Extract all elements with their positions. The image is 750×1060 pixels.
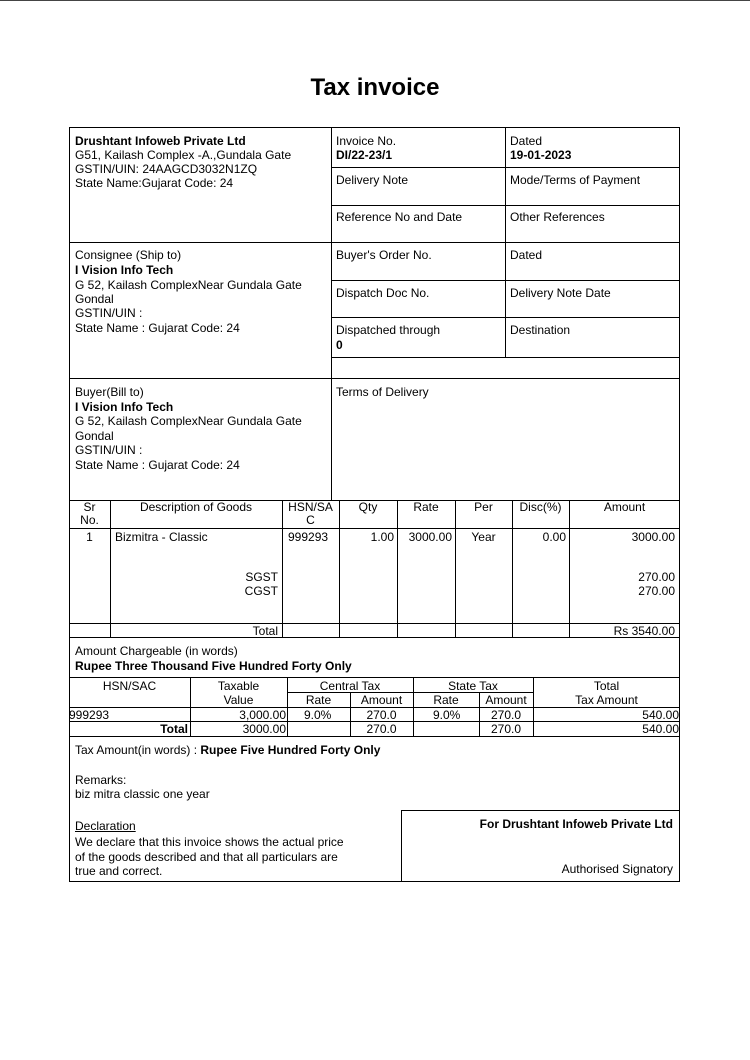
items-total-amount: Rs 3540.00 bbox=[613, 624, 675, 638]
buyer-address: G 52, Kailash ComplexNear Gundala Gate bbox=[75, 414, 302, 428]
divider bbox=[331, 317, 680, 318]
divider bbox=[69, 378, 680, 379]
buyer-name: I Vision Info Tech bbox=[75, 400, 174, 414]
divider bbox=[331, 205, 680, 206]
declaration-line-1: We declare that this invoice shows the actual price bbox=[75, 835, 344, 849]
mode-terms-label: Mode/Terms of Payment bbox=[510, 173, 641, 187]
tax-row-central-amount: 270.0 bbox=[366, 708, 397, 722]
sgst-label: SGST bbox=[245, 570, 278, 584]
seller-name: Drushtant Infoweb Private Ltd bbox=[75, 134, 246, 148]
tax-header-value: Value bbox=[223, 693, 254, 707]
declaration-label: Declaration bbox=[75, 819, 136, 833]
header-rate: Rate bbox=[413, 500, 439, 514]
tax-total-state-amount: 270.0 bbox=[490, 722, 522, 736]
header-hsn-c: C bbox=[306, 513, 315, 527]
divider bbox=[331, 127, 332, 501]
divider bbox=[455, 500, 456, 638]
page-title: Tax invoice bbox=[310, 74, 440, 101]
item-qty: 1.00 bbox=[370, 530, 394, 544]
amount-words-label: Amount Chargeable (in words) bbox=[75, 644, 238, 658]
items-table bbox=[69, 500, 680, 638]
tax-total-amount: 540.00 bbox=[642, 722, 679, 736]
invoice-no-label: Invoice No. bbox=[336, 134, 397, 148]
items-total-label: Total bbox=[252, 624, 278, 638]
declaration-line-3: true and correct. bbox=[75, 864, 163, 878]
header-description: Description of Goods bbox=[139, 500, 253, 514]
header-qty: Qty bbox=[358, 500, 378, 514]
tax-header-state-rate: Rate bbox=[433, 693, 459, 707]
item-disc: 0.00 bbox=[542, 530, 566, 544]
divider bbox=[69, 242, 680, 243]
consignee-city: Gondal bbox=[75, 292, 114, 306]
divider bbox=[339, 500, 340, 638]
tax-row-taxable: 3,000.00 bbox=[239, 708, 286, 722]
remarks-value: biz mitra classic one year bbox=[75, 787, 210, 801]
tax-header-taxable: Taxable bbox=[217, 679, 260, 693]
consignee-state: State Name : Gujarat Code: 24 bbox=[75, 321, 240, 335]
dated-label: Dated bbox=[510, 134, 543, 148]
buyer-label: Buyer(Bill to) bbox=[75, 385, 144, 399]
buyer-state: State Name : Gujarat Code: 24 bbox=[75, 458, 240, 472]
buyer-order-label: Buyer's Order No. bbox=[336, 248, 432, 262]
tax-row-central-rate: 9.0% bbox=[304, 708, 332, 722]
header-amount: Amount bbox=[603, 500, 646, 514]
tax-amount-words bbox=[75, 743, 380, 757]
seller-address: G51, Kailash Complex -A.,Gundala Gate bbox=[75, 148, 292, 162]
consignee-label: Consignee (Ship to) bbox=[75, 248, 182, 262]
sgst-amount: 270.00 bbox=[638, 570, 675, 584]
tax-header-state-amount: Amount bbox=[485, 693, 527, 707]
terms-of-delivery-label: Terms of Delivery bbox=[336, 385, 429, 399]
dispatched-through-value: 0 bbox=[336, 338, 343, 352]
cgst-label: CGST bbox=[244, 584, 278, 598]
item-description: Bizmitra - Classic bbox=[115, 530, 208, 544]
item-hsn: 999293 bbox=[288, 530, 329, 544]
tax-row-total: 540.00 bbox=[642, 708, 679, 722]
tax-header-central-amount: Amount bbox=[360, 693, 403, 707]
other-references-label: Other References bbox=[510, 210, 605, 224]
signature-company: For Drushtant Infoweb Private Ltd bbox=[479, 817, 673, 831]
tax-header-state: State Tax bbox=[448, 679, 498, 693]
consignee-address: G 52, Kailash ComplexNear Gundala Gate bbox=[75, 278, 302, 292]
buyer-gstin: GSTIN/UIN : bbox=[75, 443, 143, 457]
authorised-signatory: Authorised Signatory bbox=[561, 862, 673, 876]
tax-header-hsn: HSN/SAC bbox=[102, 679, 157, 693]
tax-total-central-amount: 270.0 bbox=[366, 722, 397, 736]
reference-label: Reference No and Date bbox=[336, 210, 463, 224]
seller-gstin: GSTIN/UIN: 24AAGCD3032N1ZQ bbox=[75, 162, 258, 176]
cgst-amount: 270.00 bbox=[638, 584, 675, 598]
remarks-label: Remarks: bbox=[75, 773, 127, 787]
divider bbox=[331, 280, 680, 281]
invoice-no: DI/22-23/1 bbox=[336, 148, 393, 162]
destination-label: Destination bbox=[510, 323, 571, 337]
consignee-gstin: GSTIN/UIN : bbox=[75, 306, 143, 320]
divider bbox=[69, 677, 680, 678]
buyer-city: Gondal bbox=[75, 429, 114, 443]
divider bbox=[331, 357, 680, 358]
item-amount: 3000.00 bbox=[631, 530, 675, 544]
divider bbox=[69, 528, 680, 529]
header-no: No. bbox=[80, 513, 99, 527]
divider bbox=[331, 167, 680, 168]
tax-row-hsn: 999293 bbox=[69, 708, 110, 722]
divider bbox=[569, 500, 570, 638]
divider bbox=[69, 736, 680, 737]
tax-header-central-rate: Rate bbox=[305, 693, 332, 707]
header-per: Per bbox=[474, 500, 493, 514]
tax-total-taxable: 3000.00 bbox=[242, 722, 286, 736]
delivery-note-date-label: Delivery Note Date bbox=[510, 286, 611, 300]
header-hsn: HSN/SA bbox=[288, 500, 333, 514]
dispatched-through-label: Dispatched through bbox=[336, 323, 441, 337]
dated2-label: Dated bbox=[510, 248, 543, 262]
tax-row-state-rate: 9.0% bbox=[433, 708, 461, 722]
item-per: Year bbox=[471, 530, 496, 544]
top-border bbox=[0, 0, 750, 1]
declaration-line-2: of the goods described and that all particulars are bbox=[75, 850, 338, 864]
item-rate: 3000.00 bbox=[408, 530, 452, 544]
amount-words-value: Rupee Three Thousand Five Hundred Forty Only bbox=[75, 659, 352, 673]
dated-value: 19-01-2023 bbox=[510, 148, 572, 162]
header-disc: Disc(%) bbox=[519, 500, 562, 514]
tax-header-total: Total bbox=[593, 679, 620, 693]
seller-state: State Name:Gujarat Code: 24 bbox=[75, 176, 234, 190]
delivery-note-label: Delivery Note bbox=[336, 173, 409, 187]
tax-words-label: Tax Amount(in words) : bbox=[75, 743, 201, 757]
divider bbox=[397, 500, 398, 638]
dispatch-doc-label: Dispatch Doc No. bbox=[336, 286, 430, 300]
tax-header-total-amount: Tax Amount bbox=[575, 693, 638, 707]
tax-header-central: Central Tax bbox=[319, 679, 381, 693]
consignee-name: I Vision Info Tech bbox=[75, 263, 174, 277]
divider bbox=[512, 500, 513, 638]
tax-row-state-amount: 270.0 bbox=[490, 708, 522, 722]
divider bbox=[110, 500, 111, 638]
item-sr: 1 bbox=[86, 530, 93, 544]
tax-words-value: Rupee Five Hundred Forty Only bbox=[200, 743, 381, 757]
tax-total-label: Total bbox=[160, 722, 188, 736]
header-sr: Sr bbox=[83, 500, 96, 514]
